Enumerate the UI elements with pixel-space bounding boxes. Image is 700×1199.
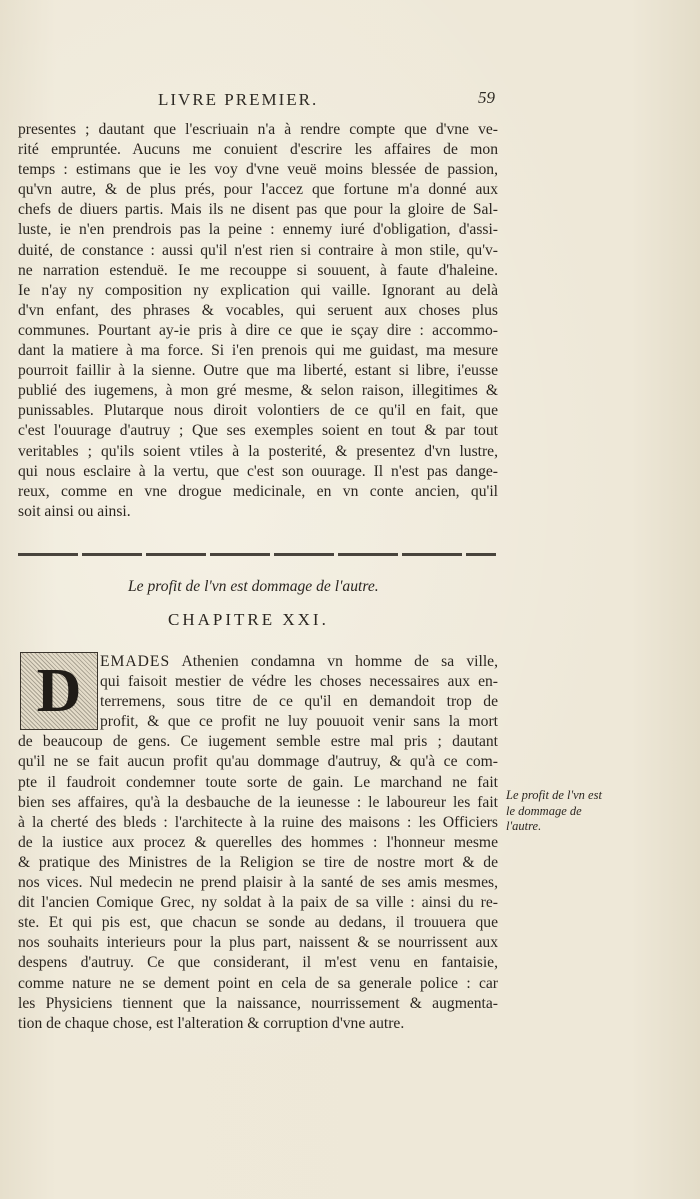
first-word: EMADES <box>100 653 171 670</box>
text-line: veritables ; qu'ils soient vtiles à la posterité, & presentez d'vn lustre, <box>18 442 498 460</box>
text-line-first <box>100 652 498 672</box>
text-line: comme nature ne se dement point en cela de sa generale police : car <box>18 974 498 992</box>
text-line: terremens, sous titre de ce qu'il en demandoit trop de <box>100 693 498 711</box>
chapter-title: CHAPITRE XXI. <box>168 610 329 629</box>
text-line: à la cherté des bleds : l'architecte à la ruine des maisons : les Officiers <box>18 813 498 831</box>
text-line: presentes ; dautant que l'escriuain n'a à rendre compte que d'vne ve- <box>18 121 498 138</box>
text-line: qui nous esclaire à la vertu, que c'est son ouurage. Il n'est pas dange- <box>18 462 498 480</box>
text-line: nos vices. Nul medecin ne prend plaisir à la santé de ses amis mesmes, <box>18 874 498 892</box>
decorated-initial-letter: D <box>21 653 97 729</box>
text-line: communes. Pourtant ay-ie pris à dire ce que ie sçay dire : accommo- <box>18 321 498 339</box>
first-line-rest: Athenien condamna vn homme de sa ville, <box>170 653 498 670</box>
text-line: pourroit faillir à la sienne. Outre que ma liberté, estant si libre, i'eusse <box>18 362 498 380</box>
text-line: & pratique des Ministres de la Religion se tire de nostre mort & de <box>18 853 498 871</box>
text-line: publié des iugemens, à mon gré mesme, & selon raison, illegitimes & <box>18 382 498 400</box>
text-line: dit l'ancien Comique Grec, ny soldat à la paix de sa ville : ainsi du re- <box>18 894 498 912</box>
text-line: reux, comme en vne drogue medicinale, en vn conte ancien, qu'il <box>18 482 498 500</box>
text-line: rité empruntée. Aucuns me conuient d'escrire les affaires de mon <box>18 141 498 159</box>
text-line: dant la matiere à ma force. Si i'en prenois qui me guidast, ma mesure <box>18 342 498 360</box>
text-line: ne narration estenduë. Ie me recouppe si souuent, à faute d'haleine. <box>18 261 498 279</box>
text-line: c'est l'ouurage d'autruy ; Que ses exemples soient en tout & par tout <box>18 422 498 440</box>
margin-note-line: le dommage de <box>506 803 582 818</box>
text-line: tion de chaque chose, est l'alteration & corruption d'vne autre. <box>18 1014 405 1032</box>
margin-note <box>506 788 626 835</box>
text-line: qu'il ne se fait aucun profit qu'au dommage d'autruy, & qu'à ce com- <box>18 753 498 771</box>
text-line: pte il faudroit condemner toute sorte de gain. Le marchand ne fait <box>18 773 498 791</box>
text-line: de beaucoup de gens. Ce iugement semble estre mal pris ; dautant <box>18 733 498 751</box>
text-line: soit ainsi ou ainsi. <box>18 502 131 520</box>
text-line: profit, & que ce profit ne luy pouuoit venir sans la mort <box>100 713 498 731</box>
text-line: luste, ie n'en prendrois pas la peine : ennemy iuré d'obligation, d'assi- <box>18 221 498 239</box>
text-line: qui faisoit mestier de védre les choses necessaires aux en- <box>100 673 498 691</box>
text-line: ste. Et qui pis est, que chacun se sonde au dedans, il trouuera que <box>18 914 498 932</box>
ornamental-rule <box>18 553 496 556</box>
margin-note-line: Le profit de l'vn est <box>506 788 602 802</box>
text-line: Ie n'ay ny composition ny explication qui vaille. Ignorant au delà <box>18 281 498 299</box>
text-line: punissables. Plutarque nous diroit volontiers de ce qu'il en fait, que <box>18 402 498 420</box>
text-line: temps : estimans que ie les voy d'vne veuë moins blessée de passion, <box>18 161 498 179</box>
text-line: les Physiciens tiennent que la naissance, nourrissement & augmenta- <box>18 994 498 1012</box>
text-line: qu'vn autre, & de plus prés, pour l'accez que fortune m'a donné aux <box>18 181 498 199</box>
text-line: duité, de constance : aussi qu'il n'est rien si contraire à mon stile, qu'v- <box>18 241 498 259</box>
text-block-previous-chapter <box>18 120 498 522</box>
text-line: d'vn enfant, des phrases & vocables, qui seruent aux choses plus <box>18 301 498 319</box>
chapter-summary: Le profit de l'vn est dommage de l'autre. <box>128 578 379 595</box>
text-line: despens d'autruy. Ce que considerant, il m'est venu en fantaisie, <box>18 954 498 972</box>
running-head: LIVRE PREMIER. <box>158 90 319 109</box>
margin-note-line: l'autre. <box>506 819 542 833</box>
text-line: nos souhaits interieurs pour la plus part, naissent & se nourrissent aux <box>18 934 498 952</box>
text-line: chefs de diuers partis. Mais ils ne disent pas que pour la gloire de Sal- <box>18 201 498 219</box>
text-line: de la iustice aux procez & querelles des hommes : l'honneur mesme <box>18 833 498 851</box>
text-line: bien ses affaires, qu'à la desbauche de la ieunesse : le laboureur les fait <box>18 793 498 811</box>
text-block-chapter-21 <box>18 652 498 1034</box>
page-number: 59 <box>478 88 495 107</box>
